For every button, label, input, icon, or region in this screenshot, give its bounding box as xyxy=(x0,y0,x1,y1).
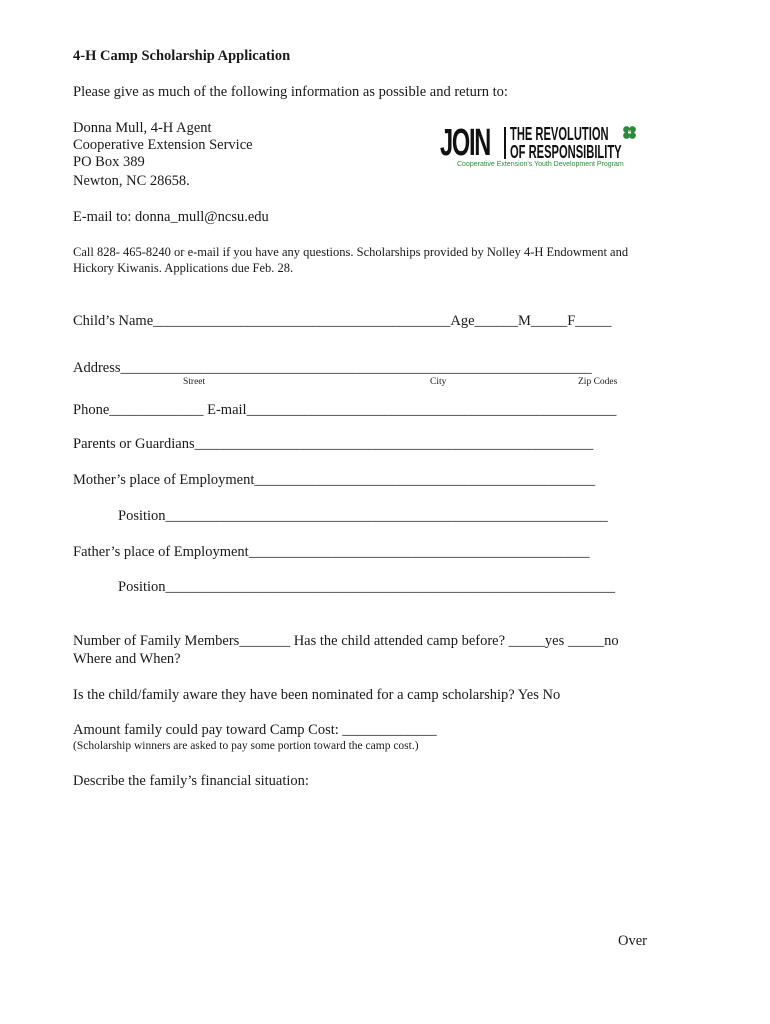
svg-text:H: H xyxy=(627,130,632,136)
parents-field[interactable]: Parents or Guardians_______________________________________________________ xyxy=(73,436,594,452)
intro-text: Please give as much of the following information as possible and return to: xyxy=(73,84,508,100)
contact-pobox: PO Box 389 xyxy=(73,154,145,170)
family-members-field[interactable]: Number of Family Members_______ Has the child attended camp before? _____yes _____no xyxy=(73,633,619,649)
over-label: Over xyxy=(618,933,647,949)
amount-note: (Scholarship winners are asked to pay some portion toward the camp cost.) xyxy=(73,740,419,752)
mother-employment-field[interactable]: Mother’s place of Employment_______________________________________________ xyxy=(73,472,596,488)
aware-question: Is the child/family aware they have been nominated for a camp scholarship? Yes No xyxy=(73,687,561,703)
address-field[interactable]: Address_________________________________________________________________ xyxy=(73,360,592,376)
address-street-label: Street xyxy=(183,377,206,387)
father-employment-field[interactable]: Father’s place of Employment_______________________________________________ xyxy=(73,544,590,560)
page-title: 4-H Camp Scholarship Application xyxy=(73,48,291,64)
child-name-field[interactable]: Child’s Name_________________________________________Age______M_____F_____ xyxy=(73,313,612,329)
address-city-label: City xyxy=(430,377,447,387)
contact-name: Donna Mull, 4-H Agent xyxy=(73,120,212,136)
logo-join: JOIN xyxy=(440,122,491,164)
financial-situation-label: Describe the family’s financial situation: xyxy=(73,773,309,789)
phone-email-field[interactable]: Phone_____________ E-mail___________________________________________________ xyxy=(73,402,617,418)
address-zip-label: Zip Codes xyxy=(578,377,618,387)
clover-icon xyxy=(622,125,637,140)
amount-field[interactable]: Amount family could pay toward Camp Cost: _____________ xyxy=(73,722,437,738)
where-when-label: Where and When? xyxy=(73,651,181,667)
contact-org: Cooperative Extension Service xyxy=(73,137,253,153)
email-line: E-mail to: donna_mull@ncsu.edu xyxy=(73,209,269,225)
revolution-logo xyxy=(440,123,640,173)
mother-position-field[interactable]: Position_____________________________________________________________ xyxy=(118,508,608,524)
call-info-line1: Call 828- 465-8240 or e-mail if you have any questions. Scholarships provided by Nolley 4-H Endowment and xyxy=(73,245,629,259)
logo-line2: OF RESPONSIBILITY xyxy=(510,142,622,162)
logo-tagline: Cooperative Extension's Youth Development Program xyxy=(457,161,624,168)
father-position-field[interactable]: Position______________________________________________________________ xyxy=(118,579,616,595)
contact-city: Newton, NC 28658. xyxy=(73,173,190,189)
logo-divider xyxy=(504,127,506,159)
logo-line1: THE REVOLUTION xyxy=(510,124,609,144)
call-info-line2: Hickory Kiwanis. Applications due Feb. 28. xyxy=(73,261,294,275)
